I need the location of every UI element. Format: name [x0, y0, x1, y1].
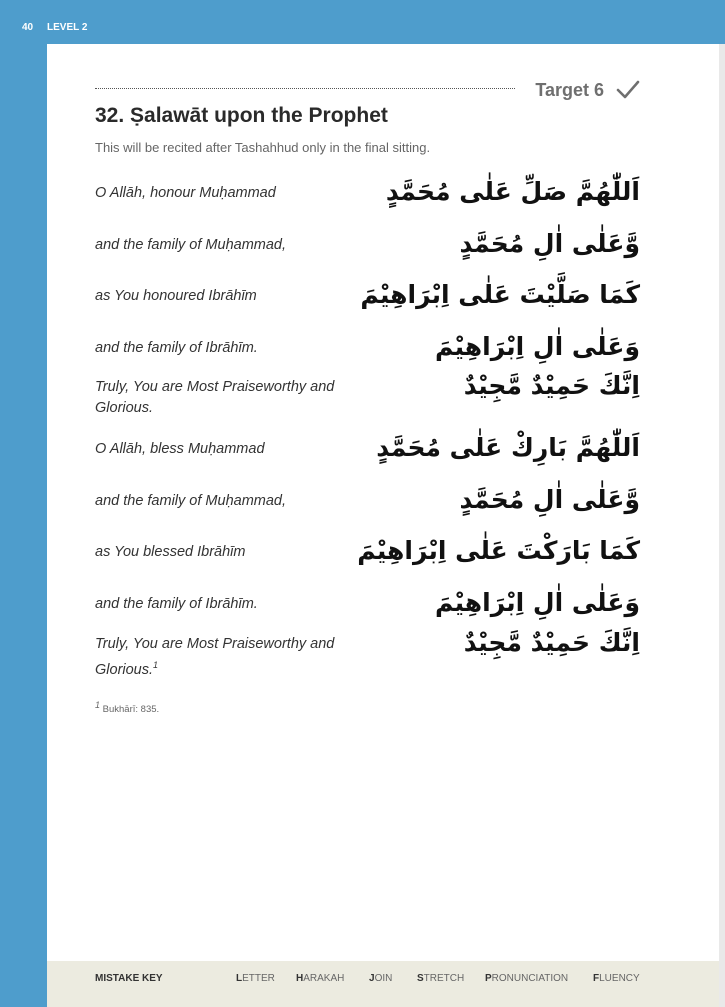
english-text: and the family of Ibrāhīm.	[95, 596, 258, 612]
english-translation	[95, 183, 355, 204]
mistake-key-item	[296, 973, 344, 984]
english-text: Truly, You are Most Praiseworthy and Glorious.	[95, 379, 335, 416]
mistake-key-rest: ARAKAH	[303, 973, 345, 984]
arabic-text: اَللّٰهُمَّ صَلِّ عَلٰى مُحَمَّدٍ	[385, 177, 640, 206]
mistake-key-rest: TRETCH	[423, 973, 465, 984]
mistake-key-initial: S	[417, 973, 424, 984]
english-translation	[95, 286, 355, 307]
english-translation	[95, 439, 355, 460]
arabic-text: كَمَا صَلَّيْتَ عَلٰى اِبْرَاهِيْمَ	[360, 280, 640, 309]
english-text: as You honoured Ibrāhīm	[95, 288, 257, 304]
mistake-key-initial: L	[236, 973, 243, 984]
footnote	[95, 700, 159, 715]
mistake-key-item	[417, 973, 464, 984]
mistake-key-item	[485, 973, 568, 984]
english-text: O Allāh, bless Muḥammad	[95, 441, 265, 457]
side-band	[0, 44, 47, 1007]
mistake-key-rest: RONUNCIATION	[491, 973, 569, 984]
mistake-key-initial: H	[296, 973, 304, 984]
arabic-text: وَعَلٰى اٰلِ اِبْرَاهِيْمَ	[434, 332, 640, 361]
english-text: and the family of Ibrāhīm.	[95, 340, 258, 356]
english-translation	[95, 594, 355, 615]
footnote-text: Bukhārī: 835.	[102, 704, 160, 716]
mistake-key-initial: F	[593, 973, 600, 984]
checkmark-icon	[616, 79, 640, 101]
arabic-text: اَللّٰهُمَّ بَارِكْ عَلٰى مُحَمَّدٍ	[376, 433, 640, 462]
mistake-key-initial: P	[485, 973, 492, 984]
footnote-mark: 1	[95, 700, 101, 710]
english-translation	[95, 491, 355, 512]
english-text: and the family of Muḥammad,	[95, 237, 287, 253]
arabic-text: كَمَا بَارَكْتَ عَلٰى اِبْرَاهِيْمَ	[357, 536, 640, 565]
mistake-key-item	[369, 973, 392, 984]
english-translation	[95, 338, 355, 359]
page-number: 40	[22, 22, 34, 33]
mistake-key-bar	[47, 961, 719, 1007]
header-bar	[0, 0, 725, 44]
page-edge	[719, 44, 725, 1007]
mistake-key-label: MISTAKE KEY	[95, 973, 163, 984]
english-translation	[95, 377, 355, 419]
mistake-key-initial: J	[369, 973, 375, 984]
mistake-key-rest: ETTER	[242, 973, 275, 984]
level-label: LEVEL 2	[47, 22, 88, 33]
arabic-text: وَعَلٰى اٰلِ اِبْرَاهِيْمَ	[434, 588, 640, 617]
target-label: Target 6	[535, 80, 604, 100]
footnote-reference: 1	[153, 660, 159, 670]
english-text: O Allāh, honour Muḥammad	[95, 185, 276, 201]
mistake-key-item	[593, 973, 640, 984]
english-translation	[95, 542, 355, 563]
english-text: as You blessed Ibrāhīm	[95, 544, 246, 560]
mistake-key-rest: OIN	[374, 973, 393, 984]
mistake-key-item	[236, 973, 275, 984]
english-text: and the family of Muḥammad,	[95, 493, 287, 509]
arabic-text: اِنَّكَ حَمِيْدٌ مَّجِيْدٌ	[463, 371, 640, 400]
english-text: Truly, You are Most Praiseworthy and Glorious.	[95, 636, 335, 678]
target-heading	[95, 80, 640, 102]
arabic-text: وَّعَلٰى اٰلِ مُحَمَّدٍ	[459, 229, 640, 258]
arabic-text: اِنَّكَ حَمِيْدٌ مَّجِيْدٌ	[463, 628, 640, 657]
section-subtitle: This will be recited after Tashahhud only in the final sitting.	[95, 140, 431, 155]
dotted-rule	[95, 88, 515, 89]
english-translation	[95, 634, 355, 681]
arabic-text: وَّعَلٰى اٰلِ مُحَمَّدٍ	[459, 485, 640, 514]
mistake-key-rest: LUENCY	[599, 973, 640, 984]
section-title: 32. Ṣalawāt upon the Prophet	[95, 104, 388, 127]
english-translation	[95, 235, 355, 256]
